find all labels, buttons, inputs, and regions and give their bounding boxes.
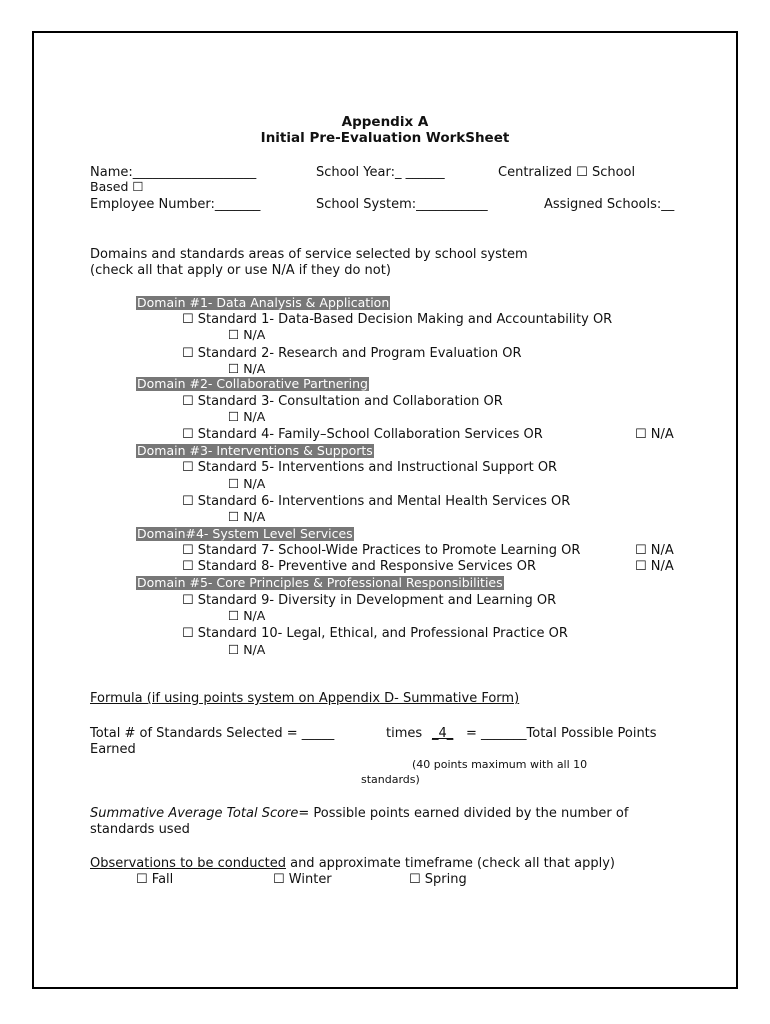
standard-6-checkbox[interactable]: ☐ <box>182 494 194 509</box>
standard-3-na-checkbox[interactable]: ☐ <box>228 409 240 424</box>
standard-3-checkbox[interactable]: ☐ <box>182 394 194 409</box>
standard-6-na <box>228 510 265 524</box>
page-title: Initial Pre-Evaluation WorkSheet <box>260 130 510 146</box>
standard-9-checkbox[interactable]: ☐ <box>182 593 194 608</box>
points-note-line-1: (40 points maximum with all 10 <box>412 758 588 771</box>
earned-label: Earned <box>90 742 136 757</box>
observations-text: and approximate timeframe (check all that apply) <box>285 856 615 871</box>
spring-option <box>409 872 467 887</box>
based-label: Based <box>90 179 129 194</box>
standard-9-row <box>182 593 556 608</box>
standard-2-checkbox[interactable]: ☐ <box>182 346 194 361</box>
domain-1-heading: Domain #1- Data Analysis & Application <box>137 295 390 310</box>
observations-label: Observations to be conducted <box>90 856 286 871</box>
standard-8-na-checkbox[interactable]: ☐ <box>635 559 647 574</box>
fall-checkbox[interactable]: ☐ <box>136 872 148 887</box>
standard-10-na-checkbox[interactable]: ☐ <box>228 642 240 657</box>
school-label: School <box>591 165 636 180</box>
summative-line <box>90 806 628 821</box>
winter-checkbox[interactable]: ☐ <box>273 872 285 887</box>
na-label: N/A <box>243 409 266 424</box>
summative-line-2: standards used <box>90 822 190 837</box>
total-standards-line: Total # of Standards Selected = _____ <box>90 726 335 741</box>
na-label: N/A <box>650 543 674 558</box>
centralized-label: Centralized <box>498 165 573 180</box>
standard-8-label: Standard 8- Preventive and Responsive Services OR <box>197 559 536 574</box>
employee-number-field[interactable]: Employee Number:_______ <box>90 197 261 212</box>
standard-4-label: Standard 4- Family–School Collaboration Services OR <box>197 427 543 442</box>
winter-label: Winter <box>288 872 332 887</box>
standard-8-row <box>182 559 536 574</box>
standard-6-row <box>182 494 570 509</box>
na-label: N/A <box>243 476 266 491</box>
times-label: times <box>386 726 423 741</box>
points-note-line-2: standards) <box>361 773 420 786</box>
multiplier-value: _4_ <box>432 726 454 741</box>
standard-3-label: Standard 3- Consultation and Collaboration OR <box>197 394 503 409</box>
standard-1-checkbox[interactable]: ☐ <box>182 312 194 327</box>
spring-label: Spring <box>424 872 467 887</box>
fall-label: Fall <box>151 872 174 887</box>
standard-4-na-checkbox[interactable]: ☐ <box>635 427 647 442</box>
na-label: N/A <box>243 327 266 342</box>
standard-6-na-checkbox[interactable]: ☐ <box>228 509 240 524</box>
intro-line-2: (check all that apply or use N/A if they do not) <box>90 263 391 278</box>
name-field[interactable]: Name:___________________ <box>90 165 257 180</box>
standard-8-na <box>635 559 674 574</box>
standard-8-checkbox[interactable]: ☐ <box>182 559 194 574</box>
winter-option <box>273 872 332 887</box>
standard-7-checkbox[interactable]: ☐ <box>182 543 194 558</box>
summative-label: Summative Average Total Score <box>90 806 299 821</box>
standard-5-label: Standard 5- Interventions and Instructional Support OR <box>197 460 558 475</box>
centralized-checkbox[interactable]: ☐ <box>576 165 588 180</box>
standard-2-label: Standard 2- Research and Program Evaluation OR <box>197 346 522 361</box>
observations-line <box>90 856 615 871</box>
domain-3-heading: Domain #3- Interventions & Supports <box>137 443 373 458</box>
standard-3-row <box>182 394 503 409</box>
standard-2-na <box>228 362 265 376</box>
standard-1-na-checkbox[interactable]: ☐ <box>228 327 240 342</box>
spring-checkbox[interactable]: ☐ <box>409 872 421 887</box>
standard-6-label: Standard 6- Interventions and Mental Health Services OR <box>197 494 571 509</box>
na-label: N/A <box>243 642 266 657</box>
standard-7-na-checkbox[interactable]: ☐ <box>635 543 647 558</box>
na-label: N/A <box>650 559 674 574</box>
standard-10-label: Standard 10- Legal, Ethical, and Professional Practice OR <box>197 626 568 641</box>
standard-4-row <box>182 427 543 442</box>
domain-5-heading: Domain #5- Core Principles & Professional Responsibilities <box>137 575 503 590</box>
standard-9-na <box>228 609 265 623</box>
standard-7-row <box>182 543 580 558</box>
na-label: N/A <box>243 361 266 376</box>
standard-1-na <box>228 328 265 342</box>
standard-7-na <box>635 543 674 558</box>
centralized-option <box>498 165 635 180</box>
standard-5-checkbox[interactable]: ☐ <box>182 460 194 475</box>
na-label: N/A <box>243 608 266 623</box>
school-based-checkbox[interactable]: ☐ <box>132 179 144 194</box>
total-possible-points: = _______Total Possible Points <box>466 726 657 741</box>
na-label: N/A <box>243 509 266 524</box>
standard-10-na <box>228 643 265 657</box>
school-year-field[interactable]: School Year:_ ______ <box>316 165 445 180</box>
standard-10-row <box>182 626 568 641</box>
domain-4-heading: Domain#4- System Level Services <box>137 526 353 541</box>
standard-1-label: Standard 1- Data-Based Decision Making and Accountability OR <box>197 312 613 327</box>
formula-heading: Formula (if using points system on Appendix D- Summative Form) <box>90 691 520 706</box>
standard-5-na-checkbox[interactable]: ☐ <box>228 476 240 491</box>
standard-7-label: Standard 7- School-Wide Practices to Promote Learning OR <box>197 543 581 558</box>
standard-1-row <box>182 312 612 327</box>
fall-option <box>136 872 173 887</box>
standard-9-label: Standard 9- Diversity in Development and Learning OR <box>197 593 557 608</box>
standard-4-na <box>635 427 674 442</box>
school-system-field[interactable]: School System:___________ <box>316 197 488 212</box>
based-option <box>90 180 144 194</box>
standard-2-na-checkbox[interactable]: ☐ <box>228 361 240 376</box>
standard-5-na <box>228 477 265 491</box>
na-label: N/A <box>650 427 674 442</box>
assigned-schools-field[interactable]: Assigned Schools:__ <box>544 197 675 212</box>
standard-4-checkbox[interactable]: ☐ <box>182 427 194 442</box>
appendix-label: Appendix A <box>341 114 429 130</box>
summative-text: = Possible points earned divided by the number of <box>298 806 629 821</box>
standard-9-na-checkbox[interactable]: ☐ <box>228 608 240 623</box>
intro-line-1: Domains and standards areas of service selected by school system <box>90 247 528 262</box>
standard-10-checkbox[interactable]: ☐ <box>182 626 194 641</box>
standard-5-row <box>182 460 557 475</box>
domain-2-heading: Domain #2- Collaborative Partnering <box>137 376 368 391</box>
standard-2-row <box>182 346 522 361</box>
standard-3-na <box>228 410 265 424</box>
